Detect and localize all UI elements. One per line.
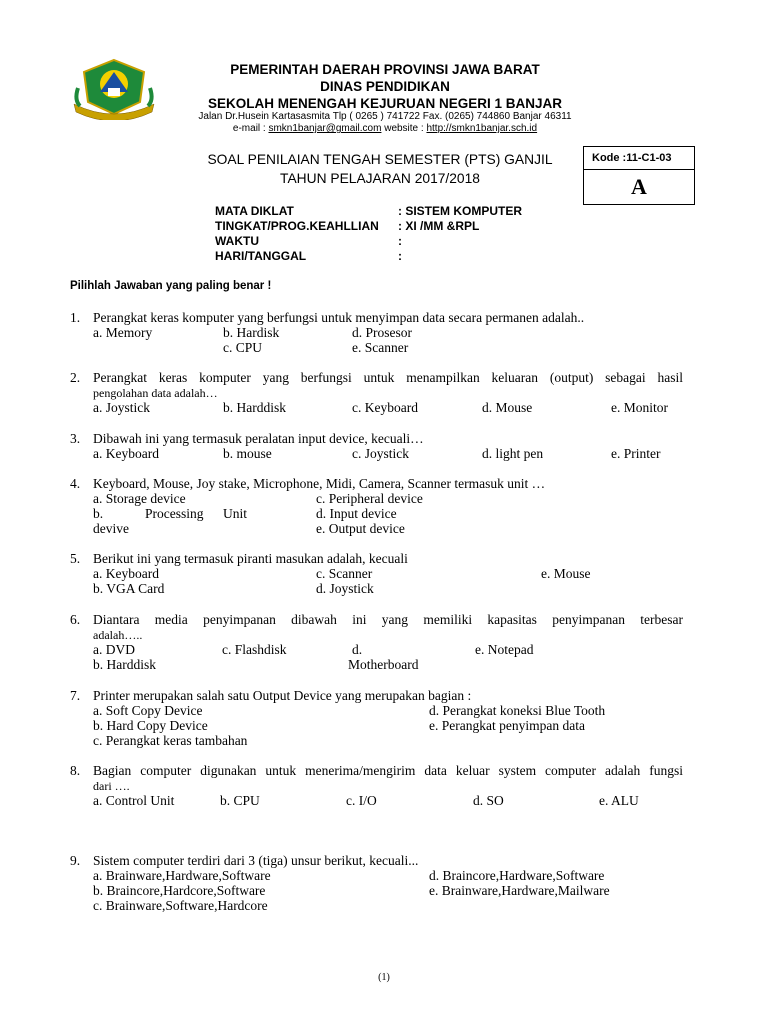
info-value-subject: : SISTEM KOMPUTER	[398, 204, 523, 218]
option-b: b. Braincore,Hardcore,Software	[93, 883, 266, 898]
email-link[interactable]: smkn1banjar@gmail.com	[268, 123, 382, 134]
option-c: c. Peripheral device	[316, 491, 423, 506]
option-e: e. ALU	[599, 793, 639, 808]
option-d: d.	[352, 642, 363, 657]
option-b: b. CPU	[220, 793, 260, 808]
west-java-emblem-icon	[70, 58, 158, 120]
question-number: 2.	[70, 370, 81, 385]
option-d: d. Braincore,Hardware,Software	[429, 868, 605, 883]
question-number: 8.	[70, 763, 81, 778]
question-text-cont: adalah…..	[93, 628, 143, 642]
gov-heading: PEMERINTAH DAERAH PROVINSI JAWA BARAT	[230, 62, 540, 77]
option-e: e. Scanner	[352, 340, 409, 355]
department-heading: DINAS PENDIDIKAN	[320, 79, 450, 94]
info-value-date: :	[398, 249, 402, 263]
info-value-grade: : XI /MM &RPL	[398, 219, 480, 233]
question-text-cont: pengolahan data adalah…	[93, 386, 218, 400]
question-number: 4.	[70, 476, 81, 491]
option-c: c. I/O	[346, 793, 377, 808]
website-link[interactable]: http://smkn1banjar.sch.id	[426, 123, 538, 134]
info-value-time: :	[398, 234, 402, 248]
option-b-word-3: devive	[93, 521, 129, 536]
option-c: c. Flashdisk	[222, 642, 287, 657]
option-b-word-1: Processing	[145, 506, 204, 521]
option-a: a. DVD	[93, 642, 135, 657]
option-d: d. Joystick	[316, 581, 374, 596]
school-logo	[70, 58, 158, 120]
option-b: b. VGA Card	[93, 581, 165, 596]
option-a: a. Joystick	[93, 400, 150, 415]
school-address: Jalan Dr.Husein Kartasasmita Tlp ( 0265 ) 741722 Fax. (0265) 744860 Banjar 46311	[198, 111, 572, 122]
info-label-subject: MATA DIKLAT	[215, 204, 294, 218]
school-heading: SEKOLAH MENENGAH KEJURUAN NEGERI 1 BANJAR	[207, 96, 563, 111]
question-text: Dibawah ini yang termasuk peralatan input device, kecuali…	[93, 431, 424, 446]
option-a: a. Keyboard	[93, 566, 159, 581]
option-b: b. mouse	[223, 446, 272, 461]
option-a: a. Control Unit	[93, 793, 175, 808]
option-b: b.	[93, 506, 104, 521]
question-text: Perangkat keras komputer yang berfungsi untuk menampilkan keluaran (output) sebagai hasil	[93, 370, 683, 385]
option-e: e. Notepad	[475, 642, 534, 657]
option-d-text: Motherboard	[348, 657, 419, 672]
option-d: d. Prosesor	[352, 325, 412, 340]
option-c: c. Keyboard	[352, 400, 418, 415]
option-b-word-2: Unit	[223, 506, 248, 521]
question-text: Berikut ini yang termasuk piranti masukan adalah, kecuali	[93, 551, 408, 566]
contact-line: e-mail : smkn1banjar@gmail.com website : http://smkn1banjar.sch.id	[232, 123, 538, 134]
question-text: Printer merupakan salah satu Output Device yang merupakan bagian :	[93, 688, 472, 703]
option-d: d. Input device	[316, 506, 397, 521]
page-number: (1)	[378, 972, 390, 983]
question-number: 6.	[70, 612, 81, 627]
info-label-grade: TINGKAT/PROG.KEAHLLIAN	[215, 219, 379, 233]
option-d: d. Mouse	[482, 400, 533, 415]
question-text-cont: dari ….	[93, 779, 130, 793]
exam-title: SOAL PENILAIAN TENGAH SEMESTER (PTS) GANJIL	[207, 152, 553, 167]
option-e: e. Brainware,Hardware,Mailware	[429, 883, 610, 898]
option-d: d. Perangkat koneksi Blue Tooth	[429, 703, 606, 718]
option-e: e. Perangkat penyimpan data	[429, 718, 585, 733]
exam-variant: A	[631, 174, 647, 199]
question-text: Perangkat keras komputer yang berfungsi untuk menyimpan data secara permanen adalah..	[93, 310, 585, 325]
question-text: Diantara media penyimpanan dibawah ini yang memiliki kapasitas penyimpanan terbesar	[93, 612, 683, 627]
option-b: b. Harddisk	[223, 400, 286, 415]
option-b: b. Harddisk	[93, 657, 156, 672]
exam-year: TAHUN PELAJARAN 2017/2018	[280, 171, 480, 186]
option-c: c. CPU	[223, 340, 263, 355]
question-text: Keyboard, Mouse, Joy stake, Microphone, Midi, Camera, Scanner termasuk unit …	[93, 476, 546, 491]
option-e: e. Output device	[316, 521, 405, 536]
option-a: a. Keyboard	[93, 446, 159, 461]
option-b: b. Hardisk	[223, 325, 280, 340]
option-a: a. Memory	[93, 325, 153, 340]
question-number: 5.	[70, 551, 81, 566]
option-a: a. Storage device	[93, 491, 186, 506]
question-number: 1.	[70, 310, 81, 325]
option-d: d. light pen	[482, 446, 544, 461]
question-number: 3.	[70, 431, 81, 446]
question-text: Bagian computer digunakan untuk menerima/mengirim data keluar system computer adalah fungsi	[93, 763, 683, 778]
option-e: e. Monitor	[611, 400, 668, 415]
option-d: d. SO	[473, 793, 504, 808]
instruction: Pilihlah Jawaban yang paling benar !	[70, 280, 272, 292]
option-c: c. Brainware,Software,Hardcore	[93, 898, 268, 913]
question-number: 7.	[70, 688, 81, 703]
option-b: b. Hard Copy Device	[93, 718, 208, 733]
option-e: e. Printer	[611, 446, 661, 461]
exam-code-box	[583, 146, 695, 205]
option-e: e. Mouse	[541, 566, 591, 581]
exam-code: Kode :11-C1-03	[584, 147, 694, 170]
option-a: a. Soft Copy Device	[93, 703, 203, 718]
question-text: Sistem computer terdiri dari 3 (tiga) unsur berikut, kecuali...	[93, 853, 419, 868]
info-label-time: WAKTU	[215, 234, 259, 248]
option-a: a. Brainware,Hardware,Software	[93, 868, 271, 883]
option-c: c. Scanner	[316, 566, 373, 581]
info-label-date: HARI/TANGGAL	[215, 249, 307, 263]
option-c: c. Joystick	[352, 446, 409, 461]
question-number: 9.	[70, 853, 81, 868]
option-c: c. Perangkat keras tambahan	[93, 733, 248, 748]
